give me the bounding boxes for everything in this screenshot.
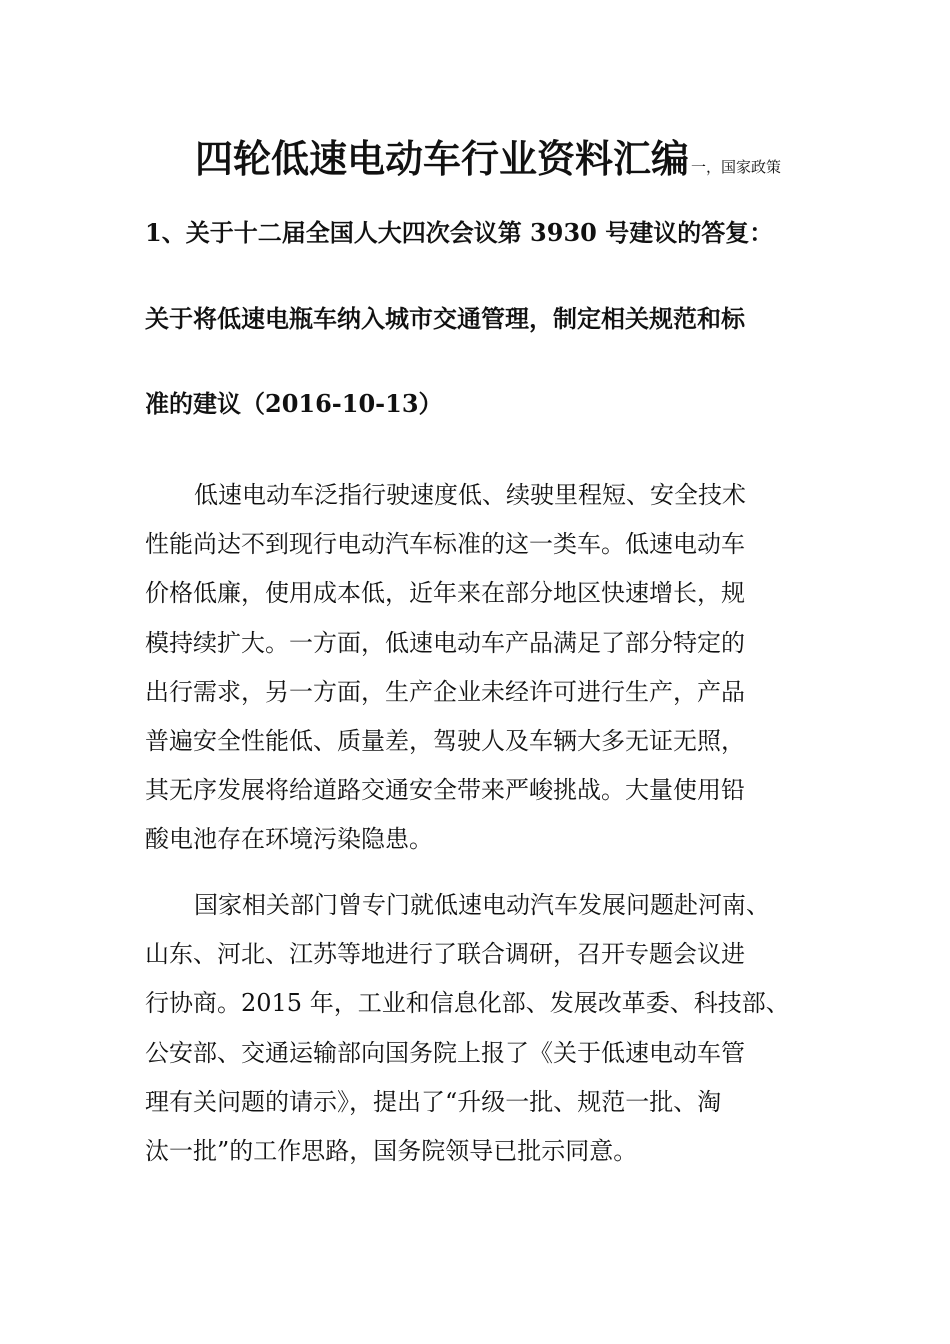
paragraph-line: 公安部、交通运输部向国务院上报了《关于低速电动车管	[145, 1038, 745, 1067]
paragraph-line: 价格低廉，使用成本低，近年来在部分地区快速增长，规	[145, 579, 745, 608]
paragraph-line: 其无序发展将给道路交通安全带来严峻挑战。大量使用铅	[145, 776, 745, 805]
subheading-line-1: 关于将低速电瓶车纳入城市交通管理，制定相关规范和标	[145, 304, 745, 333]
paragraph-line: 山东、河北、江苏等地进行了联合调研，召开专题会议进	[145, 940, 745, 969]
paragraph-line: 行协商。2015 年，工业和信息化部、发展改革委、科技部、	[145, 989, 790, 1018]
document-title	[195, 128, 781, 183]
paragraph-line: 酸电池存在环境污染隐患。	[145, 825, 433, 854]
subheading-line-2: 准的建议（2016-10-13）	[145, 389, 443, 418]
paragraph-line: 低速电动车泛指行驶速度低、续驶里程短、安全技术	[194, 481, 746, 509]
paragraph-line: 模持续扩大。一方面，低速电动车产品满足了部分特定的	[145, 628, 745, 657]
title-main: 四轮低速电动车行业资料汇编	[195, 136, 690, 181]
title-suffix: 一，国家政策	[691, 158, 782, 176]
paragraph-line: 国家相关部门曾专门就低速电动汽车发展问题赴河南、	[194, 891, 770, 919]
paragraph-line: 汰一批”的工作思路，国务院领导已批示同意。	[145, 1137, 638, 1166]
paragraph-line: 出行需求，另一方面，生产企业未经许可进行生产，产品	[145, 677, 745, 706]
paragraph-line: 性能尚达不到现行电动汽车标准的这一类车。低速电动车	[145, 530, 745, 559]
paragraph-line: 理有关问题的请示》，提出了“升级一批、规范一批、淘	[145, 1087, 722, 1116]
paragraph-1	[145, 471, 815, 865]
section-heading: 1、关于十二届全国人大四次会议第 3930 号建议的答复：	[145, 218, 774, 247]
paragraph-line: 普遍安全性能低、质量差，驾驶人及车辆大多无证无照，	[145, 727, 745, 756]
paragraph-2	[145, 881, 815, 1176]
